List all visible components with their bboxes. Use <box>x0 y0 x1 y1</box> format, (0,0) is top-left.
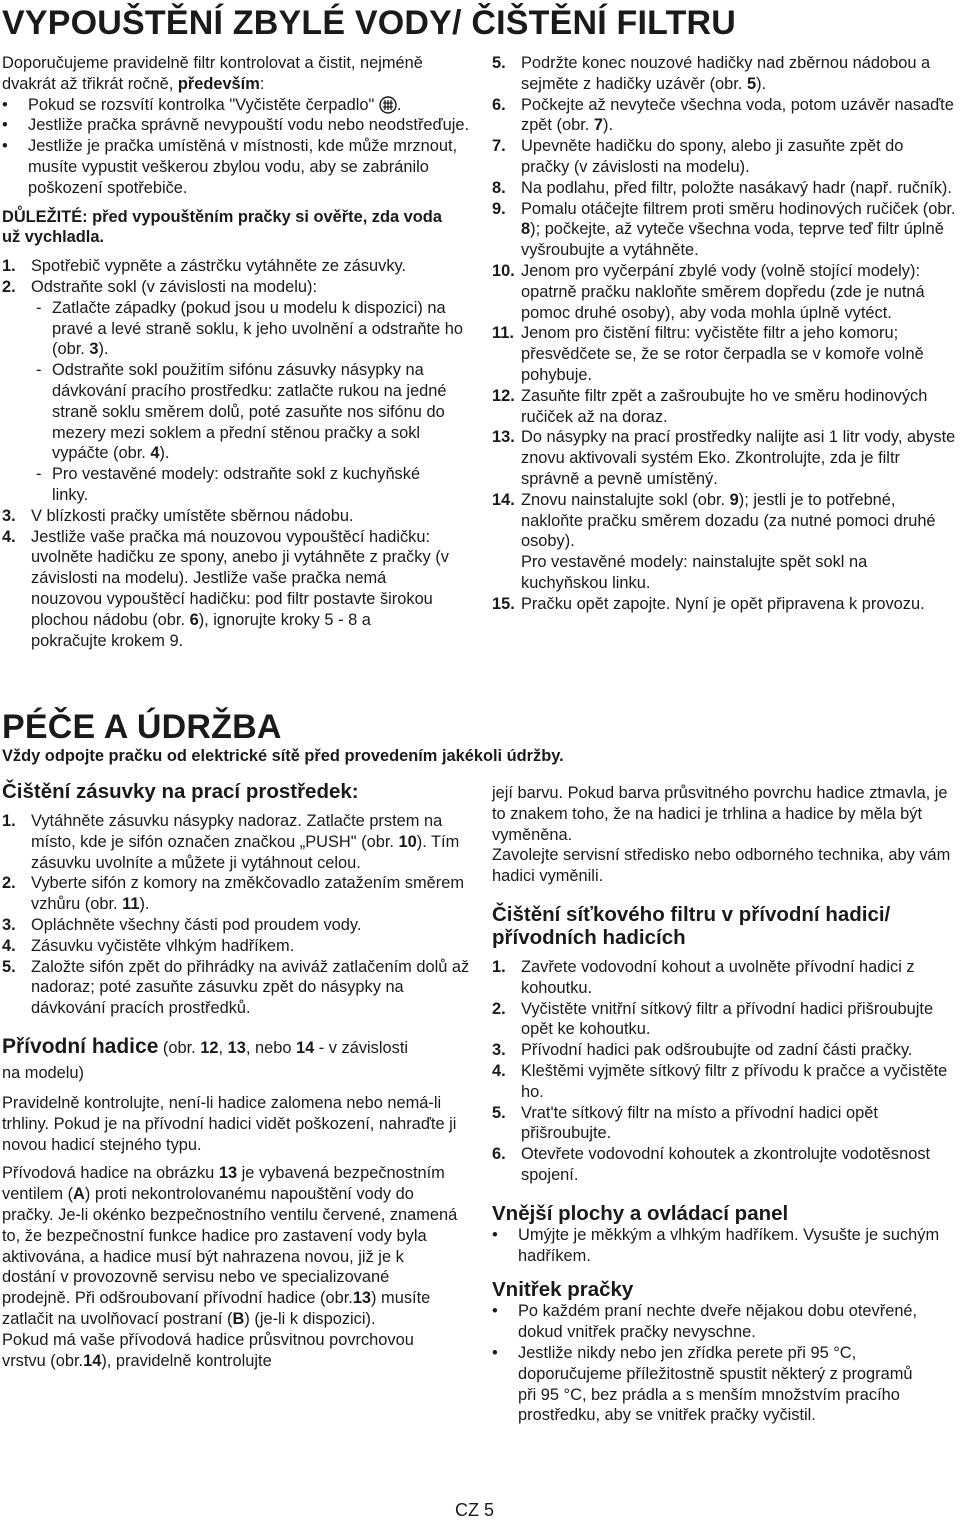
care-left-column <box>2 780 472 1371</box>
bullet-mark: • <box>2 137 8 156</box>
drum-bullet <box>492 1301 918 1343</box>
maintenance-warning: Vždy odpojte pračku od elektrické sítě před provedením jakékoli údržby. <box>2 747 564 765</box>
hose-paragraph: Pravidelně kontrolujte, není-li hadice zalomena nebo nemá-li trhliny. Pokud je na přívodní hadici vidět poškození, nahraďte ji novou hadicí stejného typu. <box>2 1093 457 1154</box>
figure-ref: 13 <box>218 1164 238 1183</box>
hose-sub: , nebo <box>245 1038 296 1057</box>
step-number: 3. <box>2 506 16 525</box>
step-item <box>2 256 472 277</box>
step-text-end: ). Tím zásuvku uvolníte a můžete ji vytáhnout celou. <box>31 832 460 872</box>
step-number: 3. <box>2 915 16 934</box>
hose-sub: (obr. <box>158 1038 201 1057</box>
step-text-end: ), ignorujte kroky 5 - 8 a pokračujte krokem 9. <box>31 610 371 650</box>
step-number: 2. <box>492 999 506 1018</box>
drawer-heading: Čištění zásuvky na prací prostředek: <box>2 780 359 803</box>
step-number: 13. <box>492 428 515 447</box>
hose-text: Přívodová hadice na obrázku <box>2 1164 219 1183</box>
step-text-end: ). <box>603 116 614 135</box>
dash-mark: - <box>36 298 42 317</box>
step-number: 6. <box>492 95 506 114</box>
step-text-end: ). <box>756 74 767 93</box>
bullet-item <box>2 115 472 136</box>
mesh-step <box>492 1061 956 1103</box>
mesh-filter-heading: Čištění síťkového filtru v přívodní hadici/ přívodních hadicích <box>492 902 891 949</box>
drain-left-column <box>2 53 472 651</box>
step-item <box>492 427 956 489</box>
step-number: 10. <box>492 261 515 280</box>
step-text: Vyčistěte vnitřní sítkový filtr a přívodní hadici přišroubujte opět ke kohoutku. <box>521 999 934 1039</box>
step-text: Vyberte sifón z komory na změkčovadlo zatažením směrem vzhůru (obr. <box>31 874 464 914</box>
dash-close: ). <box>98 340 109 359</box>
hose-paragraph <box>2 1330 462 1372</box>
mesh-step <box>492 1103 956 1145</box>
step-text: Odstraňte sokl (v závislosti na modelu): <box>31 277 318 296</box>
step-number: 15. <box>492 594 515 613</box>
step-text: Jenom pro vyčerpání zbylé vody (volně stojící modely): opatrně pračku nakloňte směrem dopředu (zde je nutná pomoc druhé osoby), aby voda mohla úplně vytéct. <box>521 261 925 322</box>
step-item <box>492 136 956 178</box>
drain-right-column <box>492 53 956 615</box>
intro-colon: : <box>259 74 265 93</box>
step-text: Jenom pro čistění filtru: vyčistěte filtr a jeho komoru; přesvědčete se, že se rotor čerpadla se v komoře volně pohybuje. <box>521 324 924 384</box>
figure-ref: 3 <box>89 340 99 359</box>
step-text: Znovu nainstalujte sokl (obr. <box>521 490 730 509</box>
step-number: 1. <box>492 957 506 976</box>
bullet-text: Jestliže je pračka umístěná v místnosti, kde může mrznout, musíte vypustit veškerou zbylou vodu, aby se zabránilo poškození spotřebiče. <box>28 137 458 197</box>
part-ref: A <box>73 1185 85 1204</box>
drawer-step <box>2 811 471 873</box>
important-note: DŮLEŽITÉ: před vypouštěním pračky si ověřte, zda voda už vychladla. <box>2 207 442 247</box>
step-number: 3. <box>492 1041 506 1060</box>
step-number: 2. <box>2 277 16 296</box>
hose-sub: , <box>218 1038 228 1057</box>
step-number: 1. <box>2 812 16 830</box>
step-number: 12. <box>492 386 515 405</box>
hose-paragraph <box>2 1163 462 1329</box>
step-text: Spotřebič vypněte a zástrčku vytáhněte ze zásuvky. <box>31 257 407 276</box>
step-text: Pomalu otáčejte filtrem proti směru hodinových ručiček (obr. <box>521 199 956 218</box>
figure-ref: 13 <box>352 1289 372 1308</box>
bullet-item <box>2 136 472 198</box>
step-extra: Pro vestavěné modely: nainstalujte spět sokl na kuchyňskou linku. <box>521 553 868 592</box>
dash-close: ). <box>159 444 170 463</box>
step-number: 5. <box>2 957 16 976</box>
step-text: Podržte konec nouzové hadičky nad zběrnou nádobou a sejměte z hadičky uzávěr (obr. <box>521 54 931 93</box>
figure-ref: 13 <box>227 1038 246 1057</box>
drum-bullet <box>492 1343 928 1426</box>
hose-sub: - v závislosti na modelu) <box>2 1038 409 1082</box>
step-item <box>492 261 956 323</box>
step-text-end: ). <box>139 895 150 914</box>
step-text: Zasuňte filtr zpět a zašroubujte ho ve směru hodinových ručiček až na doraz. <box>521 386 928 426</box>
step-text: Zavřete vodovodní kohout a uvolněte přívodní hadici z kohoutku. <box>521 957 915 997</box>
drawer-step <box>2 915 472 936</box>
step-item <box>2 277 472 298</box>
hose-service: Zavolejte servisní středisko nebo odborného technika, aby vám hadici vyměnili. <box>492 846 951 886</box>
dash-text: Odstraňte sokl použitím sifónu zásuvky násypky na dávkování pracího prostředku: zatlačte rukou na jedné straně soklu směrem dolů, poté zasuňte nos sifónu do mezery mezi soklem a přední stěnou pračky a sokl vypáčte (obr. <box>52 361 447 463</box>
step-text: Zásuvku vyčistěte vlhkým hadříkem. <box>31 936 295 955</box>
drain-intro <box>2 53 472 95</box>
dash-item <box>2 464 432 506</box>
bullet-mark: • <box>492 1343 498 1362</box>
step-item <box>492 178 956 199</box>
step-number: 5. <box>492 54 506 72</box>
step-number: 6. <box>492 1145 506 1164</box>
step-number: 7. <box>492 137 506 156</box>
dash-item <box>2 298 472 360</box>
step-number: 14. <box>492 490 515 509</box>
dash-mark: - <box>36 465 42 484</box>
figure-ref: 12 <box>200 1038 219 1057</box>
step-number: 8. <box>492 178 506 197</box>
step-number: 4. <box>2 527 16 546</box>
part-ref: B <box>232 1309 245 1328</box>
step-number: 4. <box>492 1061 506 1080</box>
step-text: V blízkosti pračky umístěte sběrnou nádobu. <box>31 506 354 525</box>
bullet-text: Pokud se rozsvítí kontrolka "Vyčistěte čerpadlo" <box>28 95 375 114</box>
step-number: 4. <box>2 936 16 955</box>
step-text: Do násypky na prací prostředky nalijte asi 1 litr vody, abyste znovu aktivovali systém Eko. Zkontrolujte, zda je filtr správně a pevně umístěný. <box>521 428 956 488</box>
step-text: Pračku opět zapojte. Nyní je opět připravena k provozu. <box>521 594 925 613</box>
step-text: Přívodní hadici pak odšroubujte od zadní části pračky. <box>521 1041 913 1060</box>
care-right-column <box>492 783 956 1426</box>
figure-ref: 8 <box>521 220 531 239</box>
step-text: Vrat'te sítkový filtr na místo a přívodní hadici opět přišroubujte. <box>521 1103 878 1143</box>
hose-text: ) (je-li k dispozici). <box>244 1309 376 1328</box>
step-number: 9. <box>492 199 506 218</box>
step-item <box>492 95 956 137</box>
bullet-mark: • <box>492 1302 498 1321</box>
hose-title: Přívodní hadice <box>2 1034 159 1058</box>
step-text: Kleštěmi vyjměte sítkový filtr z přívodu k pračce a vyčistěte ho. <box>521 1061 948 1101</box>
step-text-end: ); jestli je to potřebné, nakloňte pračku směrem dozadu (za nutné pomoci druhé osoby). <box>521 490 936 551</box>
step-item <box>492 53 956 95</box>
step-text: Upevněte hadičku do spony, alebo ji zasuňte zpět do pračky (v závislosti na modelu). <box>521 137 904 176</box>
step-text: Založte sifón zpět do přihrádky na aviváž zatlačením dolů až nadoraz; poté zasuňte zásuvku zpět do násypky na dávkování pracích prostředků. <box>31 957 470 1018</box>
figure-ref: 14 <box>295 1038 315 1057</box>
bullet-mark: • <box>2 95 8 114</box>
hose-continued: její barvu. Pokud barva průsvitného povrchu hadice ztmavla, je to znakem toho, že na hadici je trhlina a hadice by měla být vyměněna. <box>492 784 948 844</box>
drawer-step <box>2 936 472 957</box>
bullet-item <box>2 95 472 116</box>
bullet-mark: • <box>2 116 8 135</box>
step-item <box>492 199 956 261</box>
step-text-end: ); počkejte, až vyteče všechna voda, teprve teď filtr úplně vyšroubujte a vytáhněte. <box>521 220 944 260</box>
step-item <box>492 323 956 385</box>
figure-ref: 9 <box>729 490 739 509</box>
step-text: Otevřete vodovodní kohoutek a zkontrolujte vodotěsnost spojení. <box>521 1145 931 1184</box>
drawer-step <box>2 957 471 1019</box>
bullet-text: Jestliže pračka správně nevypouští vodu nebo neodstřeďuje. <box>28 116 470 135</box>
step-text: Vytáhněte zásuvku násypky nadoraz. Zatlačte prstem na místo, kde je sifón označen značkou „PUSH" (obr. <box>31 812 443 851</box>
step-text: Jestliže vaše pračka má nouzovou vypouštěcí hadičku: uvolněte hadičku ze spony, anebo ji vytáhněte z pračky (v závislosti na modelu). Jestliže vaše pračka nemá nouzovou vypouštěcí hadičku: pod filtr postavte širokou plochou nádobu (obr. <box>31 527 449 629</box>
hose-text: Pokud má vaše přívodová hadice průsvitnou povrchovou vrstvu (obr. <box>2 1330 414 1370</box>
figure-ref: 14 <box>83 1351 102 1370</box>
section-title-drain: VYPOUŠTĚNÍ ZBYLÉ VODY/ ČIŠTĚNÍ FILTRU <box>2 4 737 42</box>
dash-text: Zatlačte západky (pokud jsou u modelu k dispozici) na pravé a levé straně soklu, k jeho uvolnění a odstraňte ho (obr. <box>52 298 463 359</box>
drawer-step <box>2 873 471 915</box>
bullet-mark: • <box>492 1225 498 1244</box>
figure-ref: 6 <box>189 610 199 629</box>
mesh-step <box>492 999 956 1041</box>
step-item <box>2 527 451 652</box>
step-item <box>492 386 956 428</box>
section-title-care: PÉČE A ÚDRŽBA <box>2 708 282 746</box>
dash-mark: - <box>36 361 42 380</box>
mesh-step <box>492 957 956 999</box>
step-item <box>2 506 472 527</box>
hose-text: ) musíte zatlačit na uvolňovací postraní ( <box>2 1289 431 1328</box>
step-item <box>492 490 951 552</box>
outer-surfaces-heading: Vnější plochy a ovládací panel <box>492 1201 789 1225</box>
mesh-step <box>492 1144 956 1186</box>
page-number: CZ 5 <box>455 1500 495 1520</box>
step-text: Počkejte až nevyteče všechna voda, potom uzávěr nasaďte zpět (obr. <box>521 95 954 135</box>
intro-emphasis: především <box>177 74 260 93</box>
bullet-end: . <box>396 95 402 114</box>
step-number: 2. <box>2 874 16 893</box>
dash-item <box>2 360 472 464</box>
step-number: 5. <box>492 1103 506 1122</box>
figure-ref: 11 <box>122 895 140 914</box>
step-text: Opláchněte všechny části pod proudem vody. <box>31 915 362 934</box>
hose-text: ), pravidelně kontrolujte <box>101 1351 272 1370</box>
step-number: 11. <box>492 324 514 343</box>
figure-ref: 10 <box>398 832 417 851</box>
outer-bullet <box>492 1225 948 1267</box>
intro-text: Doporučujeme pravidelně filtr kontrolovat a čistit, nejméně dvakrát až třikrát ročně, <box>2 54 423 93</box>
drum-heading: Vnitřek pračky <box>492 1278 634 1302</box>
hose-text: je vybavená bezpečnostním ventilem ( <box>2 1164 445 1204</box>
step-item <box>492 594 951 615</box>
dash-text: Pro vestavěné modely: odstraňte sokl z kuchyňské linky. <box>52 465 421 504</box>
bullet-text: Jestliže nikdy nebo jen zřídka perete při 95 °C, doporučujeme příležitostně spustit některý z programů při 95 °C, bez prádla a s menším množstvím pracího prostředku, aby se vnitřek pračky vyčistil. <box>518 1343 913 1425</box>
pump-filter-icon <box>379 96 397 114</box>
figure-ref: 7 <box>593 116 604 135</box>
figure-ref: 4 <box>150 444 160 463</box>
step-number: 1. <box>2 257 16 276</box>
bullet-text: Po každém praní nechte dveře nějakou dobu otevřené, dokud vnitřek pračky nevyschne. <box>518 1302 918 1342</box>
bullet-text: Umýjte je měkkým a vlhkým hadříkem. Vysušte je suchým hadříkem. <box>518 1225 940 1265</box>
step-text: Na podlahu, před filtr, položte nasákavý hadr (např. ručník). <box>521 178 952 197</box>
hose-heading <box>2 1035 422 1085</box>
mesh-step <box>492 1040 951 1061</box>
hose-text: ) proti nekontrolovanému napouštění vody do pračky. Je-li okénko bezpečnostního ventilu červené, znamená to, že bezpečnostní funkce hadice pro zastavení vody byla aktivována, a hadice musí být nahrazena novou, již je k dostání v provozovně servisu nebo ve specializované prodejně. Při odšroubovaní přívodní hadice (obr. <box>2 1185 458 1308</box>
figure-ref: 5 <box>746 74 757 93</box>
